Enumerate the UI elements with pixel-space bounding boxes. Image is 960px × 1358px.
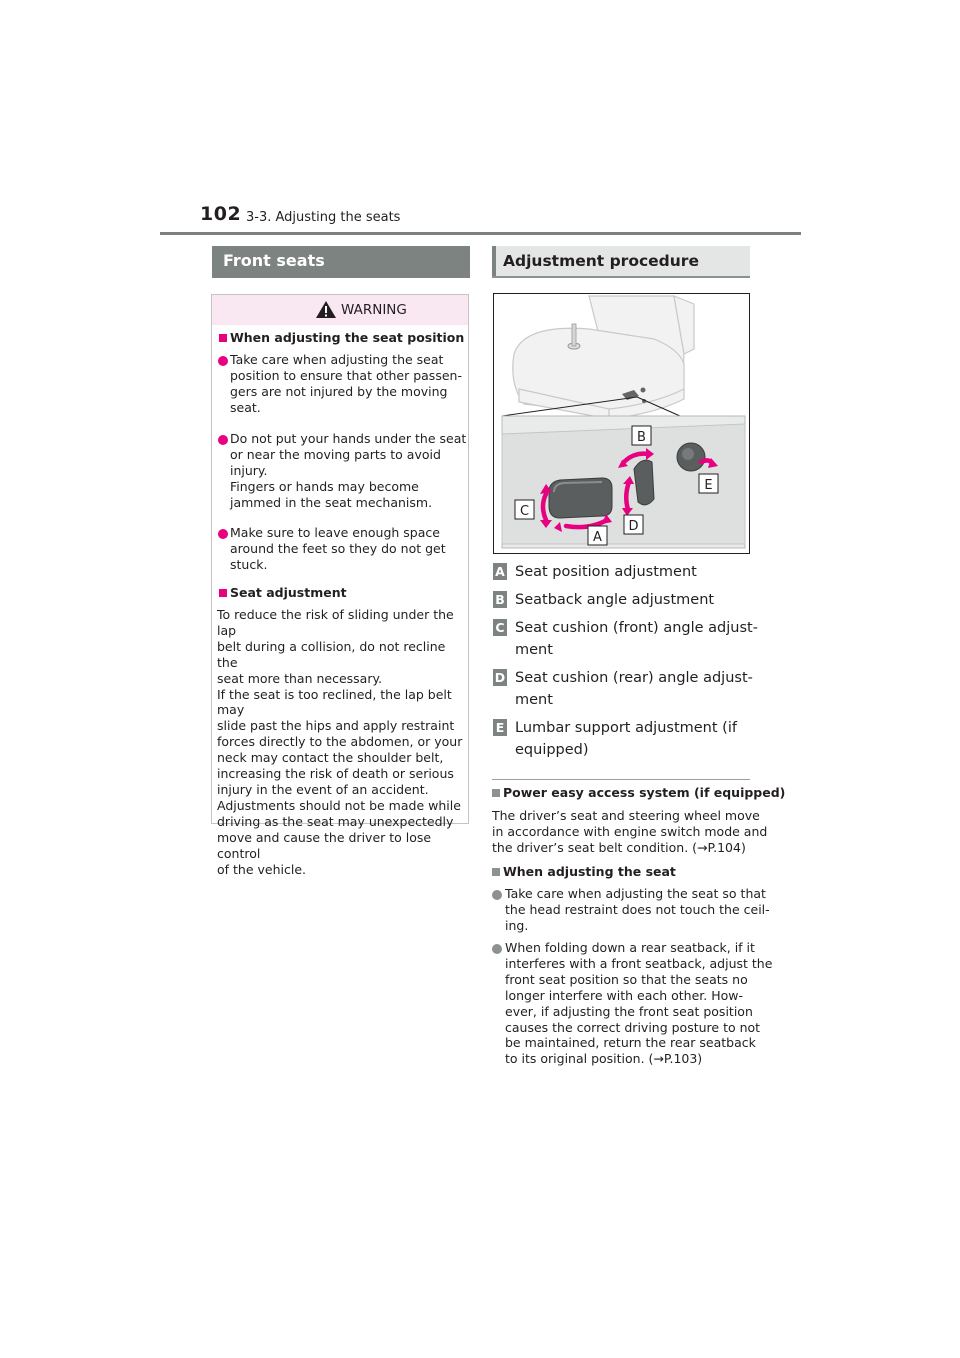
header-rule — [160, 232, 801, 235]
legend-letter-c: C — [493, 619, 507, 636]
circle-bullet-icon — [218, 356, 228, 366]
seat-illustration — [494, 294, 749, 553]
front-seats-header — [212, 246, 470, 278]
square-bullet-icon — [219, 589, 227, 597]
legend-letter-d: D — [494, 670, 506, 685]
circle-bullet-icon — [492, 944, 502, 954]
section-title: 3-3. Adjusting the seats — [246, 210, 401, 225]
section-divider — [492, 779, 750, 780]
power-easy-paragraph: The driver’s seat and steering wheel move in accordance with engine switch mode and the driver’s seat belt condition. (→P.104) — [492, 808, 768, 855]
legend-letter-a: A — [493, 563, 507, 580]
seat-controls-figure — [493, 293, 750, 554]
warning-heading-seat-adjustment: Seat adjustment — [219, 585, 347, 601]
legend-item-d: Seat cushion (rear) angle adjust- ment — [515, 670, 753, 708]
when-adjusting-bullet-1: Take care when adjusting the seat so that the head restraint does not touch the ceil- ing. — [505, 886, 770, 933]
square-bullet-icon — [492, 789, 500, 797]
figure-label-d: D — [628, 519, 639, 534]
when-adjusting-heading: When adjusting the seat — [492, 864, 676, 880]
warning-bullet-2: Do not put your hands under the seat or near the moving parts to avoid injury. Fingers or hands may become jammed in the seat mechanism. — [230, 431, 467, 510]
legend-item-e: Lumbar support adjustment (if equipped) — [515, 720, 737, 758]
figure-label-b: B — [637, 430, 646, 445]
figure-label-a: A — [593, 530, 602, 545]
warning-title: WARNING — [341, 302, 407, 318]
circle-bullet-icon — [218, 529, 228, 539]
warning-heading-seat-position: When adjusting the seat position — [219, 330, 464, 346]
legend-letter-e: E — [493, 719, 507, 736]
warning-bullet-3: Make sure to leave enough space around the feet so they do not get stuck. — [230, 525, 446, 572]
legend-item-b: Seatback angle adjustment — [515, 592, 715, 608]
adjustment-procedure-title: Adjustment procedure — [503, 252, 699, 270]
legend-item-c: Seat cushion (front) angle adjust- ment — [515, 620, 758, 658]
warning-bullet-1: Take care when adjusting the seat position to ensure that other passen- gers are not injured by the moving seat. — [230, 352, 462, 415]
square-bullet-icon — [219, 334, 227, 342]
circle-bullet-icon — [218, 435, 228, 445]
figure-label-c: C — [519, 504, 530, 519]
warning-header — [212, 295, 468, 325]
adjustment-procedure-header — [492, 246, 750, 278]
front-seats-title: Front seats — [223, 251, 325, 270]
when-adjusting-bullet-2: When folding down a rear seatback, if it interferes with a front seatback, adjust the front seat position so that the seats no longer interfere with each other. How- ever, if adjusting the front seat position causes the correct driving posture to not be maintained, return the rear seatback to its original position. (→P.103) — [505, 940, 773, 1067]
legend-letter-b: B — [493, 591, 507, 608]
warning-box — [211, 294, 469, 877]
page-number: 102 — [200, 203, 242, 225]
square-bullet-icon — [492, 868, 500, 876]
power-easy-heading: Power easy access system (if equipped) — [492, 785, 785, 801]
warning-paragraph: To reduce the risk of sliding under the lap belt during a collision, do not recline the seat more than necessary. If the seat is too reclined, the lap belt may slide past the hips and apply restraint forces directly to the abdomen, or your neck may contact the shoulder belt, increasing the risk of death or serious injury in the event of an accident. Adjustments should not be made while driving as the seat may unexpectedly move and cause the driver to lose control of the vehicle. — [217, 607, 463, 877]
figure-label-e: E — [704, 478, 713, 493]
warning-triangle-icon — [315, 300, 337, 319]
circle-bullet-icon — [492, 890, 502, 900]
legend-item-a: Seat position adjustment — [515, 564, 697, 580]
